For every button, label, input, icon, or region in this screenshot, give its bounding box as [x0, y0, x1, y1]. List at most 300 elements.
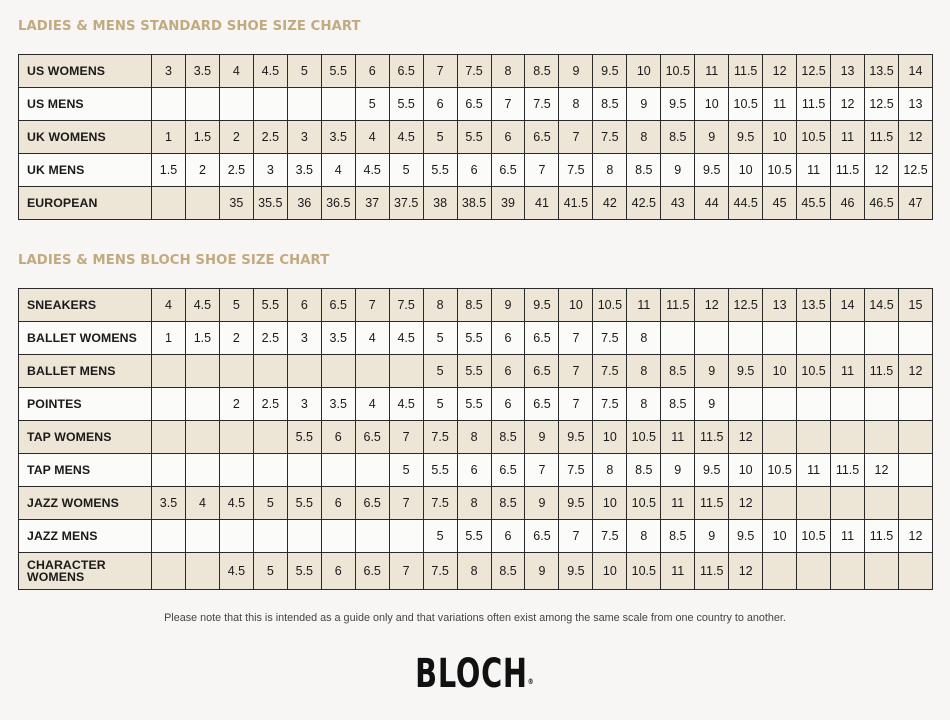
- size-cell: 7: [559, 388, 593, 421]
- size-cell: 7.5: [457, 55, 491, 88]
- size-cell: 8: [627, 388, 661, 421]
- size-cell: 2.5: [219, 154, 253, 187]
- size-cell: 5.5: [457, 121, 491, 154]
- size-cell: 11.5: [729, 55, 763, 88]
- size-cell: 47: [898, 187, 932, 220]
- row-label: SNEAKERS: [19, 289, 152, 322]
- size-cell: [185, 520, 219, 553]
- size-cell: 11: [661, 421, 695, 454]
- size-cell: 44.5: [729, 187, 763, 220]
- size-cell: 4: [152, 289, 186, 322]
- size-cell: 9.5: [729, 121, 763, 154]
- size-cell: 12: [729, 487, 763, 520]
- size-cell: 8: [423, 289, 457, 322]
- size-cell: 46.5: [865, 187, 899, 220]
- size-cell: 3.5: [287, 154, 321, 187]
- size-cell: 6.5: [525, 520, 559, 553]
- size-cell: 11.5: [865, 355, 899, 388]
- size-cell: 10.5: [661, 55, 695, 88]
- size-cell: 4.5: [219, 553, 253, 590]
- size-cell: [661, 322, 695, 355]
- size-cell: 12: [831, 88, 865, 121]
- size-cell: 10: [763, 121, 797, 154]
- size-cell: 2.5: [253, 388, 287, 421]
- size-cell: 13: [898, 88, 932, 121]
- size-cell: 2: [219, 388, 253, 421]
- size-cell: 6: [491, 388, 525, 421]
- table-row: [19, 154, 933, 187]
- size-cell: [729, 388, 763, 421]
- size-cell: 7.5: [593, 355, 627, 388]
- size-cell: 10: [763, 355, 797, 388]
- size-cell: 8: [491, 55, 525, 88]
- size-cell: 11: [797, 154, 831, 187]
- row-label: TAP WOMENS: [19, 421, 152, 454]
- size-cell: 14: [831, 289, 865, 322]
- size-cell: 9: [695, 388, 729, 421]
- size-cell: 4.5: [389, 322, 423, 355]
- size-cell: [389, 520, 423, 553]
- size-cell: 7.5: [593, 121, 627, 154]
- size-cell: 10.5: [627, 487, 661, 520]
- size-cell: 6: [491, 355, 525, 388]
- size-cell: [185, 421, 219, 454]
- size-cell: 6: [457, 454, 491, 487]
- size-cell: [831, 322, 865, 355]
- table-row: [19, 520, 933, 553]
- size-cell: 9: [695, 355, 729, 388]
- size-cell: 7: [423, 55, 457, 88]
- size-cell: [898, 322, 932, 355]
- size-cell: 11: [831, 520, 865, 553]
- size-cell: 8: [559, 88, 593, 121]
- table-row: [19, 388, 933, 421]
- size-cell: 5.5: [287, 421, 321, 454]
- table-row: [19, 487, 933, 520]
- size-cell: 12.5: [729, 289, 763, 322]
- size-cell: 7.5: [593, 322, 627, 355]
- size-cell: 1.5: [152, 154, 186, 187]
- size-cell: 9.5: [729, 520, 763, 553]
- size-cell: 6.5: [457, 88, 491, 121]
- size-cell: 6: [423, 88, 457, 121]
- size-cell: [797, 421, 831, 454]
- size-cell: 10: [729, 154, 763, 187]
- table-row: [19, 289, 933, 322]
- size-cell: 14: [898, 55, 932, 88]
- size-cell: 5.5: [321, 55, 355, 88]
- size-cell: 10.5: [797, 121, 831, 154]
- size-cell: 11.5: [661, 289, 695, 322]
- size-cell: 2: [219, 121, 253, 154]
- size-cell: 6.5: [525, 388, 559, 421]
- size-cell: 5: [253, 553, 287, 590]
- size-cell: 6.5: [525, 322, 559, 355]
- size-cell: [355, 454, 389, 487]
- size-cell: [287, 88, 321, 121]
- size-cell: 10.5: [763, 154, 797, 187]
- size-cell: 4: [355, 121, 389, 154]
- size-cell: [865, 388, 899, 421]
- size-cell: 9: [491, 289, 525, 322]
- table-row: [19, 187, 933, 220]
- size-cell: [355, 355, 389, 388]
- size-cell: 11: [763, 88, 797, 121]
- size-cell: 5.5: [423, 454, 457, 487]
- size-cell: 5.5: [287, 553, 321, 590]
- size-cell: 11: [661, 553, 695, 590]
- size-cell: 7: [389, 553, 423, 590]
- size-cell: 6: [321, 487, 355, 520]
- size-cell: 12: [898, 121, 932, 154]
- size-cell: 9: [695, 520, 729, 553]
- size-cell: 7.5: [525, 88, 559, 121]
- size-cell: 10: [627, 55, 661, 88]
- size-cell: [695, 322, 729, 355]
- size-cell: 5: [389, 454, 423, 487]
- row-label: JAZZ WOMENS: [19, 487, 152, 520]
- size-cell: 5.5: [253, 289, 287, 322]
- size-cell: 10.5: [593, 289, 627, 322]
- size-cell: [355, 520, 389, 553]
- logo-text: BLOCH®: [415, 651, 535, 697]
- size-cell: 13.5: [865, 55, 899, 88]
- size-cell: 43: [661, 187, 695, 220]
- size-cell: [797, 322, 831, 355]
- size-cell: 4: [185, 487, 219, 520]
- size-cell: [321, 520, 355, 553]
- size-cell: 12.5: [898, 154, 932, 187]
- table-row: [19, 88, 933, 121]
- size-cell: 6.5: [389, 55, 423, 88]
- size-cell: 15: [898, 289, 932, 322]
- size-cell: 41: [525, 187, 559, 220]
- size-cell: 1: [152, 121, 186, 154]
- size-cell: 3.5: [321, 388, 355, 421]
- size-cell: [797, 487, 831, 520]
- size-cell: 1.5: [185, 121, 219, 154]
- size-cell: 5.5: [457, 322, 491, 355]
- size-cell: 2.5: [253, 121, 287, 154]
- size-cell: 5.5: [457, 355, 491, 388]
- size-cell: 6.5: [321, 289, 355, 322]
- size-cell: 10.5: [627, 421, 661, 454]
- size-cell: 7: [525, 154, 559, 187]
- size-cell: [898, 421, 932, 454]
- size-cell: [898, 487, 932, 520]
- size-cell: 9.5: [729, 355, 763, 388]
- size-cell: 6.5: [525, 355, 559, 388]
- size-cell: 37.5: [389, 187, 423, 220]
- size-cell: [219, 355, 253, 388]
- size-cell: 3: [253, 154, 287, 187]
- size-cell: [831, 553, 865, 590]
- size-cell: 1: [152, 322, 186, 355]
- size-cell: 11.5: [831, 454, 865, 487]
- size-cell: 6.5: [355, 553, 389, 590]
- size-cell: [219, 454, 253, 487]
- standard-size-table: [18, 54, 933, 220]
- size-cell: 10: [729, 454, 763, 487]
- size-cell: 42: [593, 187, 627, 220]
- size-cell: 7.5: [423, 421, 457, 454]
- size-cell: 8.5: [491, 487, 525, 520]
- size-cell: 7.5: [593, 520, 627, 553]
- size-cell: 10: [695, 88, 729, 121]
- size-cell: 10: [593, 421, 627, 454]
- size-cell: 13: [831, 55, 865, 88]
- size-cell: 7.5: [423, 487, 457, 520]
- size-cell: 10.5: [627, 553, 661, 590]
- size-cell: 12: [763, 55, 797, 88]
- size-cell: [865, 322, 899, 355]
- size-cell: 10.5: [797, 355, 831, 388]
- size-cell: 2: [185, 154, 219, 187]
- row-label: UK WOMENS: [19, 121, 152, 154]
- size-cell: 9: [661, 454, 695, 487]
- size-cell: 3: [152, 55, 186, 88]
- size-cell: 9.5: [559, 553, 593, 590]
- size-cell: 11: [661, 487, 695, 520]
- size-cell: 6.5: [525, 121, 559, 154]
- size-cell: 8.5: [661, 121, 695, 154]
- size-cell: 3.5: [321, 322, 355, 355]
- size-cell: [898, 553, 932, 590]
- size-cell: [763, 553, 797, 590]
- size-cell: [797, 388, 831, 421]
- size-cell: 9: [525, 487, 559, 520]
- size-cell: 46: [831, 187, 865, 220]
- size-cell: 8.5: [593, 88, 627, 121]
- size-cell: 12: [898, 520, 932, 553]
- bloch-logo: [0, 650, 950, 698]
- size-cell: 3: [287, 388, 321, 421]
- size-cell: [152, 553, 186, 590]
- size-cell: [763, 322, 797, 355]
- size-cell: 37: [355, 187, 389, 220]
- size-cell: 6: [321, 553, 355, 590]
- standard-chart-title: LADIES & MENS STANDARD SHOE SIZE CHART: [18, 19, 361, 34]
- size-cell: 9.5: [661, 88, 695, 121]
- row-label: US WOMENS: [19, 55, 152, 88]
- size-cell: 7: [559, 121, 593, 154]
- size-cell: 42.5: [627, 187, 661, 220]
- size-cell: 12: [729, 421, 763, 454]
- size-cell: 7: [525, 454, 559, 487]
- size-cell: 7: [559, 520, 593, 553]
- size-cell: 8: [457, 553, 491, 590]
- size-cell: 5.5: [423, 154, 457, 187]
- size-cell: [831, 388, 865, 421]
- size-cell: 8.5: [661, 355, 695, 388]
- size-cell: [219, 88, 253, 121]
- size-cell: 12: [729, 553, 763, 590]
- size-cell: 4: [355, 322, 389, 355]
- size-cell: 12: [695, 289, 729, 322]
- size-cell: 9: [627, 88, 661, 121]
- size-cell: [185, 355, 219, 388]
- size-cell: 12: [865, 454, 899, 487]
- size-cell: 12.5: [865, 88, 899, 121]
- size-cell: 6: [491, 121, 525, 154]
- size-cell: 10: [559, 289, 593, 322]
- size-cell: [729, 322, 763, 355]
- size-cell: 5: [423, 388, 457, 421]
- size-cell: 5.5: [457, 388, 491, 421]
- size-cell: [287, 355, 321, 388]
- size-cell: 36: [287, 187, 321, 220]
- size-cell: [152, 355, 186, 388]
- size-cell: 9: [559, 55, 593, 88]
- size-cell: [831, 421, 865, 454]
- table-row: [19, 355, 933, 388]
- size-cell: 8.5: [457, 289, 491, 322]
- size-cell: 1.5: [185, 322, 219, 355]
- size-cell: 10: [593, 487, 627, 520]
- size-cell: 35.5: [253, 187, 287, 220]
- size-cell: 7: [559, 322, 593, 355]
- size-cell: 35: [219, 187, 253, 220]
- size-cell: 8: [593, 154, 627, 187]
- size-cell: 8: [593, 454, 627, 487]
- table-row: [19, 55, 933, 88]
- size-cell: [898, 388, 932, 421]
- size-cell: 41.5: [559, 187, 593, 220]
- size-cell: [152, 421, 186, 454]
- size-cell: 38.5: [457, 187, 491, 220]
- size-cell: [219, 520, 253, 553]
- size-cell: 10.5: [729, 88, 763, 121]
- size-cell: 5.5: [389, 88, 423, 121]
- table-row: [19, 322, 933, 355]
- size-cell: 5: [423, 121, 457, 154]
- row-label: US MENS: [19, 88, 152, 121]
- size-cell: 8.5: [491, 553, 525, 590]
- size-cell: [321, 355, 355, 388]
- row-label: BALLET MENS: [19, 355, 152, 388]
- table-row: [19, 454, 933, 487]
- size-cell: 12.5: [797, 55, 831, 88]
- size-cell: [287, 520, 321, 553]
- size-cell: 11.5: [695, 553, 729, 590]
- size-cell: 9: [525, 553, 559, 590]
- size-cell: [253, 355, 287, 388]
- size-cell: 6: [491, 520, 525, 553]
- size-cell: [865, 553, 899, 590]
- size-cell: 2: [219, 322, 253, 355]
- size-cell: 9: [525, 421, 559, 454]
- size-cell: 9.5: [559, 487, 593, 520]
- size-cell: [321, 454, 355, 487]
- size-cell: 45: [763, 187, 797, 220]
- size-cell: [152, 520, 186, 553]
- size-cell: 10: [763, 520, 797, 553]
- size-cell: [152, 88, 186, 121]
- size-cell: 4.5: [389, 388, 423, 421]
- size-cell: 4.5: [355, 154, 389, 187]
- size-cell: 7.5: [559, 154, 593, 187]
- size-cell: [831, 487, 865, 520]
- row-label: POINTES: [19, 388, 152, 421]
- size-cell: 6: [321, 421, 355, 454]
- size-cell: 11.5: [797, 88, 831, 121]
- size-cell: 4: [219, 55, 253, 88]
- size-cell: 9.5: [695, 154, 729, 187]
- row-label: EUROPEAN: [19, 187, 152, 220]
- size-cell: 5: [287, 55, 321, 88]
- size-cell: 6: [457, 154, 491, 187]
- size-cell: 38: [423, 187, 457, 220]
- size-cell: 11.5: [695, 421, 729, 454]
- size-cell: 5: [253, 487, 287, 520]
- size-cell: 8: [627, 121, 661, 154]
- size-cell: [797, 553, 831, 590]
- size-cell: 8: [457, 487, 491, 520]
- table-row: [19, 121, 933, 154]
- size-cell: [763, 421, 797, 454]
- size-cell: [763, 487, 797, 520]
- size-cell: 5: [389, 154, 423, 187]
- size-cell: 4.5: [219, 487, 253, 520]
- size-cell: 5: [423, 520, 457, 553]
- size-cell: [185, 454, 219, 487]
- size-cell: 10: [593, 553, 627, 590]
- size-cell: 11.5: [831, 154, 865, 187]
- size-cell: [321, 88, 355, 121]
- size-cell: 5: [219, 289, 253, 322]
- size-cell: [185, 388, 219, 421]
- size-cell: 2.5: [253, 322, 287, 355]
- size-cell: [185, 88, 219, 121]
- size-cell: 14.5: [865, 289, 899, 322]
- size-cell: 8.5: [525, 55, 559, 88]
- size-cell: 11: [831, 355, 865, 388]
- size-cell: 8.5: [491, 421, 525, 454]
- size-cell: 11.5: [695, 487, 729, 520]
- size-cell: 11: [797, 454, 831, 487]
- size-cell: [185, 187, 219, 220]
- size-cell: 36.5: [321, 187, 355, 220]
- size-cell: 7: [389, 487, 423, 520]
- size-cell: 7.5: [389, 289, 423, 322]
- size-cell: 7.5: [593, 388, 627, 421]
- size-cell: 8.5: [661, 520, 695, 553]
- size-cell: 3: [287, 121, 321, 154]
- size-cell: 9: [661, 154, 695, 187]
- size-cell: 39: [491, 187, 525, 220]
- size-cell: [219, 421, 253, 454]
- row-label: BALLET WOMENS: [19, 322, 152, 355]
- size-cell: [152, 388, 186, 421]
- size-cell: 4.5: [185, 289, 219, 322]
- size-cell: [253, 421, 287, 454]
- bloch-size-table: [18, 288, 933, 590]
- size-cell: 8: [627, 322, 661, 355]
- row-label: TAP MENS: [19, 454, 152, 487]
- size-cell: 10.5: [797, 520, 831, 553]
- size-cell: 9.5: [695, 454, 729, 487]
- size-cell: 9.5: [559, 421, 593, 454]
- size-cell: 8.5: [627, 154, 661, 187]
- size-cell: 7.5: [423, 553, 457, 590]
- size-cell: 5: [423, 322, 457, 355]
- size-cell: 3: [287, 322, 321, 355]
- size-cell: 13.5: [797, 289, 831, 322]
- size-cell: 5: [423, 355, 457, 388]
- size-cell: 6.5: [355, 487, 389, 520]
- size-cell: 11: [695, 55, 729, 88]
- size-cell: [185, 553, 219, 590]
